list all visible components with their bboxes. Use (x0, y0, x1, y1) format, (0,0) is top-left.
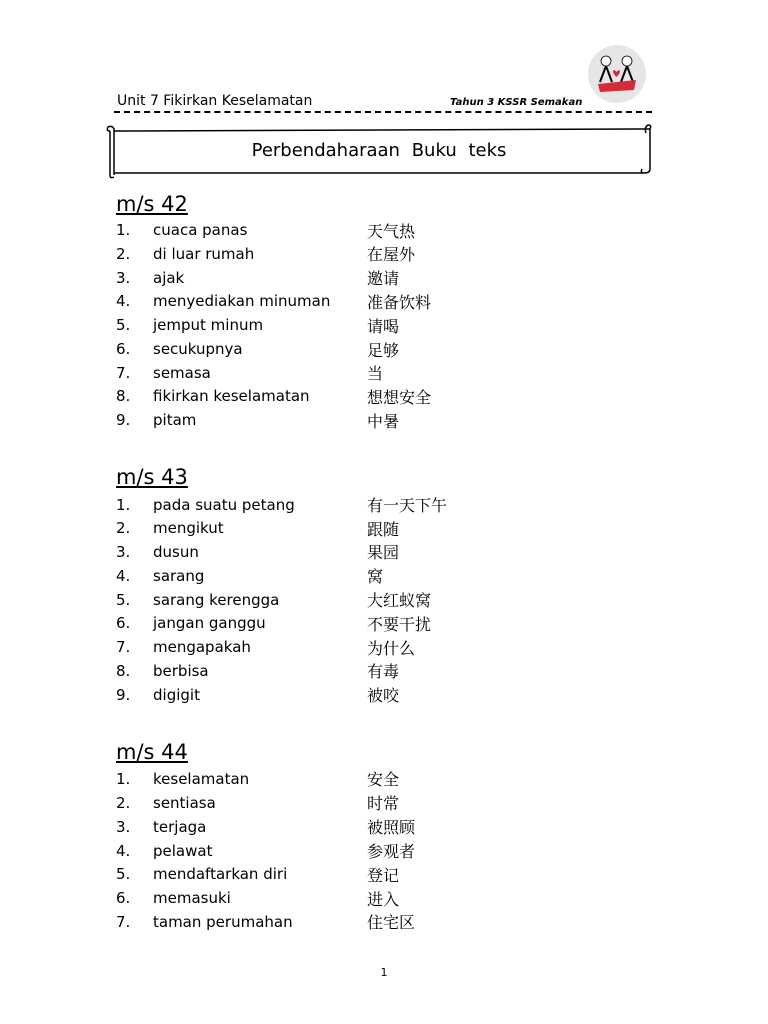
chinese-translation: 有毒 (367, 662, 400, 681)
malay-word: fikirkan keselamatan (153, 387, 310, 405)
item-number: 9. (116, 686, 131, 704)
malay-word: secukupnya (153, 340, 243, 358)
chinese-translation: 请喝 (367, 317, 400, 336)
item-number: 1. (116, 496, 131, 514)
renren-logo (584, 44, 650, 104)
malay-word: digigit (153, 686, 200, 704)
item-number: 9. (116, 411, 131, 429)
chinese-translation: 安全 (367, 770, 400, 789)
item-number: 6. (116, 340, 131, 358)
chinese-translation: 为什么 (367, 639, 416, 658)
item-number: 6. (116, 614, 131, 632)
page-number: 1 (380, 966, 388, 979)
item-number: 4. (116, 567, 131, 585)
malay-word: jangan ganggu (153, 614, 266, 632)
malay-word: terjaga (153, 818, 207, 836)
chinese-translation: 跟随 (367, 520, 400, 539)
chinese-translation: 当 (367, 364, 384, 383)
chinese-translation: 中暑 (367, 412, 400, 431)
section-title: m/s 44 (116, 740, 188, 764)
malay-word: mendaftarkan diri (153, 865, 288, 883)
chinese-translation: 时常 (367, 794, 400, 813)
malay-word: pada suatu petang (153, 496, 295, 514)
item-number: 4. (116, 292, 131, 310)
chinese-translation: 窝 (367, 567, 384, 586)
item-number: 7. (116, 638, 131, 656)
item-number: 7. (116, 913, 131, 931)
malay-word: keselamatan (153, 770, 250, 788)
section-title: m/s 43 (116, 465, 188, 489)
malay-word: ajak (153, 269, 185, 287)
malay-word: taman perumahan (153, 913, 293, 931)
chinese-translation: 天气热 (367, 222, 416, 241)
malay-word: cuaca panas (153, 221, 248, 239)
item-number: 2. (116, 519, 131, 537)
chinese-translation: 邀请 (367, 269, 400, 288)
malay-word: berbisa (153, 662, 209, 680)
item-number: 3. (116, 269, 131, 287)
malay-word: mengapakah (153, 638, 251, 656)
chinese-translation: 足够 (367, 341, 400, 360)
chinese-translation: 准备饮料 (367, 293, 432, 312)
chinese-translation: 登记 (367, 866, 400, 885)
item-number: 6. (116, 889, 131, 907)
malay-word: sentiasa (153, 794, 216, 812)
malay-word: sarang (153, 567, 205, 585)
chinese-translation: 大红蚁窝 (367, 591, 432, 610)
item-number: 8. (116, 387, 131, 405)
item-number: 2. (116, 794, 131, 812)
item-number: 8. (116, 662, 131, 680)
chinese-translation: 不要干扰 (367, 615, 432, 634)
chinese-translation: 住宅区 (367, 913, 416, 932)
chinese-translation: 在屋外 (367, 245, 416, 264)
item-number: 2. (116, 245, 131, 263)
malay-word: sarang kerengga (153, 591, 280, 609)
malay-word: jemput minum (153, 316, 264, 334)
banner-title: Perbendaharaan Buku teks (251, 140, 507, 161)
item-number: 5. (116, 865, 131, 883)
unit-title: Unit 7 Fikirkan Keselamatan (117, 93, 313, 109)
malay-word: pitam (153, 411, 197, 429)
item-number: 1. (116, 221, 131, 239)
malay-word: semasa (153, 364, 211, 382)
chinese-translation: 被咬 (367, 686, 400, 705)
chinese-translation: 进入 (367, 890, 400, 909)
malay-word: mengikut (153, 519, 224, 537)
malay-word: menyediakan minuman (153, 292, 331, 310)
malay-word: memasuki (153, 889, 231, 907)
item-number: 1. (116, 770, 131, 788)
item-number: 3. (116, 543, 131, 561)
chinese-translation: 想想安全 (367, 388, 432, 407)
chinese-translation: 被照顾 (367, 818, 416, 837)
malay-word: dusun (153, 543, 199, 561)
item-number: 7. (116, 364, 131, 382)
chinese-translation: 有一天下午 (367, 496, 448, 515)
item-number: 5. (116, 591, 131, 609)
malay-word: di luar rumah (153, 245, 255, 263)
chinese-translation: 果园 (367, 543, 400, 562)
malay-word: pelawat (153, 842, 213, 860)
item-number: 4. (116, 842, 131, 860)
item-number: 3. (116, 818, 131, 836)
item-number: 5. (116, 316, 131, 334)
chinese-translation: 参观者 (367, 842, 416, 861)
section-title: m/s 42 (116, 192, 188, 216)
tahun-label: Tahun 3 KSSR Semakan (450, 97, 583, 108)
header-divider (114, 111, 652, 113)
